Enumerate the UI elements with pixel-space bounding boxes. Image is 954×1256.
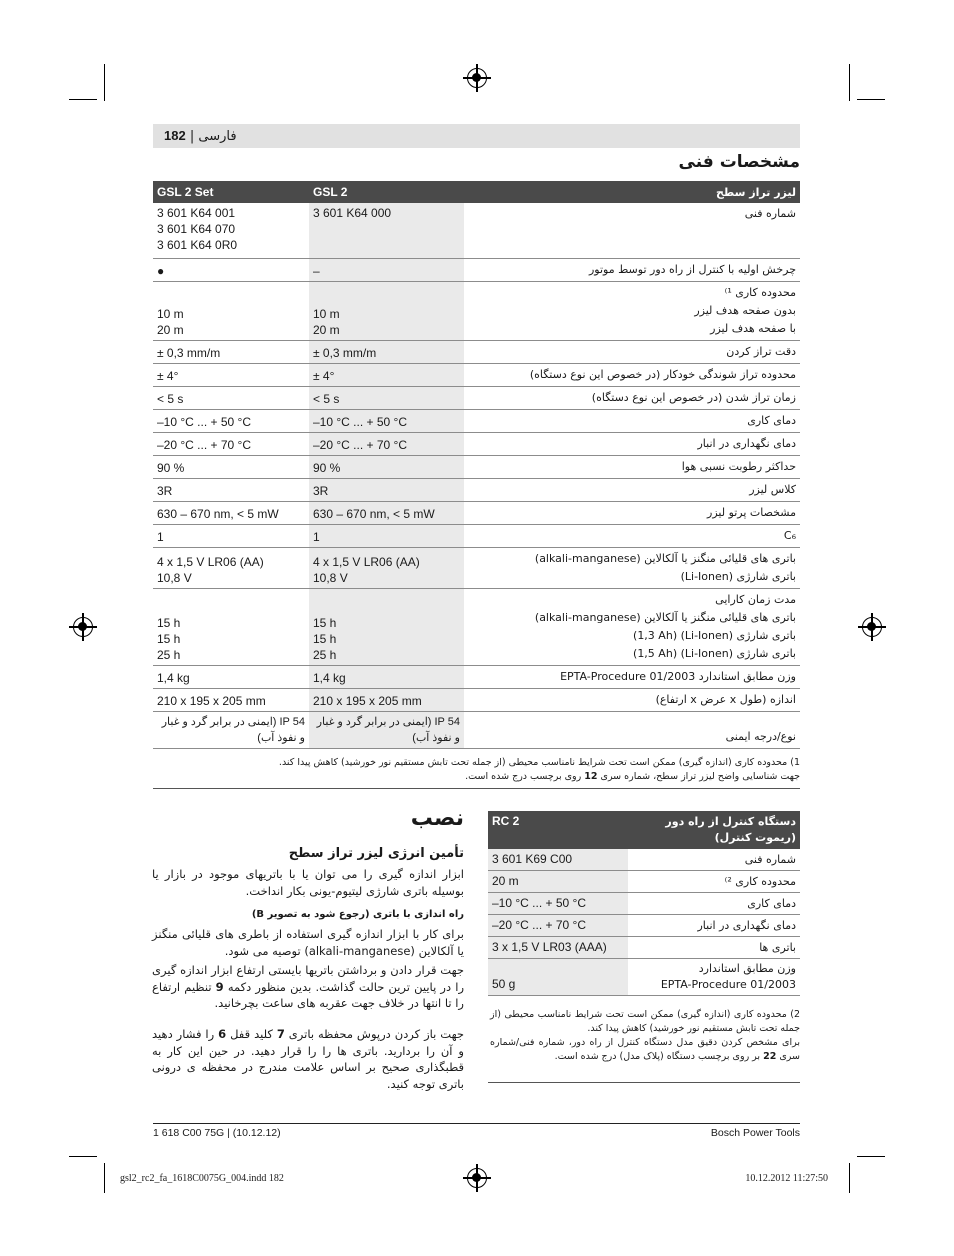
cell-value: 50 g xyxy=(488,959,628,996)
cell-gsl: 3 601 K64 000 xyxy=(309,203,464,258)
divider xyxy=(153,788,800,789)
crop-mark xyxy=(849,64,850,101)
cell-label: C₆ xyxy=(464,524,800,547)
footnote-text: برای مشخص کردن دقیق مدل دستگاه کنترل از راه دور، شماره فنی/شماره سری xyxy=(490,1037,800,1062)
table-row xyxy=(488,871,800,893)
ref-number: 9 xyxy=(215,979,224,994)
table-row xyxy=(153,478,800,501)
paragraph-text: را فشار دهید و آن را بردارید. باتری ها را را قرار دهید. در حین این کار به قطبگذاری صحیح بر اساس علامت مندرج در محفظه ی درونی باتری توجه کنید. xyxy=(152,1027,464,1091)
cell-set: –10 °C ... + 50 °C xyxy=(153,409,309,432)
cell-label: وزن مطابق استاندارد EPTA-Procedure 01/2003 xyxy=(464,665,800,688)
cell-label: دقت تراز کردن xyxy=(464,340,800,363)
crop-mark xyxy=(104,64,105,101)
cell-label: حداکثر رطوبت نسبی هوا xyxy=(464,455,800,478)
table-row xyxy=(153,455,800,478)
table-row xyxy=(153,665,800,688)
page-header xyxy=(153,124,800,148)
table-row xyxy=(153,524,800,547)
table-row xyxy=(153,547,800,588)
cell-gsl: 4 x 1,5 V LR06 (AA) 10,8 V xyxy=(309,547,464,588)
cell-label: نوع/درجه ایمنی xyxy=(464,711,800,748)
spec-footnote-1: 1) محدوده کاری (اندازه گیری) ممکن است تحت شرایط نامناسب محیطی (از جمله تحت تابش مستقیم نور خورشید) کاهش پیدا کند. xyxy=(278,757,800,768)
cell-gsl: ± 0,3 mm/m xyxy=(309,340,464,363)
table-row xyxy=(488,915,800,937)
divider xyxy=(488,1082,800,1083)
footer-rule xyxy=(153,1123,800,1124)
page-number: 182 xyxy=(164,128,186,143)
cell-gsl: 15 h 15 h 25 h xyxy=(309,588,464,665)
col-label: لیزر تراز سطح xyxy=(464,181,800,203)
cell-gsl: ± 4° xyxy=(309,363,464,386)
cell-gsl: – xyxy=(309,258,464,281)
cell-set: ● xyxy=(153,258,309,281)
cell-label: شماره فنی xyxy=(628,849,800,871)
cell-gsl: 1,4 kg xyxy=(309,665,464,688)
table-row xyxy=(153,258,800,281)
cell-set: 3R xyxy=(153,478,309,501)
table-row xyxy=(488,893,800,915)
col-gsl2-set: GSL 2 Set xyxy=(153,181,309,203)
crop-mark xyxy=(69,1156,97,1157)
spec-table xyxy=(153,181,800,749)
paragraph: ابزار اندازه گیری را می توان یا با باتریهای موجود در بازار یا بوسیله باتری شارژی لیتیوم-یونی بکار انداخت. xyxy=(152,867,464,898)
brand: Bosch Power Tools xyxy=(710,1127,800,1139)
table-row xyxy=(153,281,800,340)
table-row xyxy=(488,937,800,959)
page-header-label: فارسی | 182 xyxy=(164,128,237,144)
crop-mark xyxy=(849,1163,850,1193)
paragraph xyxy=(152,1026,464,1092)
table-row xyxy=(153,588,800,665)
cell-label: محدوده کاری ²⁾ xyxy=(628,871,800,893)
cell-set: ± 4° xyxy=(153,363,309,386)
cell-set: ± 0,3 mm/m xyxy=(153,340,309,363)
cell-set: 3 601 K64 001 3 601 K64 070 3 601 K64 0R0 xyxy=(153,203,309,258)
table-row xyxy=(153,203,800,258)
registration-mark-icon xyxy=(73,617,93,637)
cell-label: باتری ها xyxy=(628,937,800,959)
cell-gsl: < 5 s xyxy=(309,386,464,409)
crop-mark xyxy=(857,99,885,100)
cell-label: کلاس لیزر xyxy=(464,478,800,501)
paragraph xyxy=(152,962,464,1012)
col-gsl2: GSL 2 xyxy=(309,181,464,203)
table-row xyxy=(153,409,800,432)
table-row xyxy=(153,386,800,409)
cell-set: 90 % xyxy=(153,455,309,478)
cell-label: زمان تراز شدن (در خصوص این نوع دستگاه) xyxy=(464,386,800,409)
cell-value: 20 m xyxy=(488,871,628,893)
cell-label: دمای نگهداری در انبار xyxy=(628,915,800,937)
cell-gsl: 3R xyxy=(309,478,464,501)
cell-gsl: 210 x 195 x 205 mm xyxy=(309,688,464,711)
table-row xyxy=(153,432,800,455)
cell-label: باتری های قلیائی منگنز یا آلکالاین (alkali-manganese) باتری شارژی (Li-Ionen) xyxy=(464,547,800,588)
crop-mark xyxy=(104,1163,105,1193)
cell-label: دمای کاری xyxy=(628,893,800,915)
rc-table xyxy=(488,811,800,996)
cell-value: –10 °C ... + 50 °C xyxy=(488,893,628,915)
cell-label: اندازه (طول x عرض x ارتفاع) xyxy=(464,688,800,711)
table-row xyxy=(488,959,800,996)
cell-gsl: –20 °C ... + 70 °C xyxy=(309,432,464,455)
table-row xyxy=(153,688,800,711)
spec-footnote-2 xyxy=(153,770,800,784)
footnote-number: 22 xyxy=(763,1051,777,1062)
table-row xyxy=(153,711,800,748)
slug-file: gsl2_rc2_fa_1618C0075G_004.indd 182 xyxy=(120,1173,284,1184)
cell-label: محدوده تراز شوندگی خودکار (در خصوص این نوع دستگاه) xyxy=(464,363,800,386)
cell-set: IP 54 (ایمنی در برابر گرد و غبار و نفوذ آب) xyxy=(153,711,309,748)
registration-mark-icon xyxy=(467,68,487,88)
paragraph-heading: راه اندازی با باتری (رجوع شود به تصویر B) xyxy=(251,909,464,920)
cell-value: –20 °C ... + 70 °C xyxy=(488,915,628,937)
cell-gsl: IP 54 (ایمنی در برابر گرد و غبار و نفوذ آب) xyxy=(309,711,464,748)
cell-set: 630 – 670 nm, < 5 mW xyxy=(153,501,309,524)
rc-table-header xyxy=(488,811,800,849)
table-row xyxy=(153,340,800,363)
table-row xyxy=(153,501,800,524)
ref-number: 6 xyxy=(218,1027,227,1041)
cell-set: 1,4 kg xyxy=(153,665,309,688)
cell-label: دمای کاری xyxy=(464,409,800,432)
footnote-number: 12 xyxy=(584,771,598,782)
footnote-text: جهت شناسایی واضح لیزر تراز سطح، شماره سری xyxy=(597,771,800,782)
cell-label: چرخش اولیه با کنترل از راه دور توسط موتور xyxy=(464,258,800,281)
cell-gsl: 10 m 20 m xyxy=(309,281,464,340)
installation-subtitle: تأمین انرژی لیزر تراز سطح xyxy=(288,846,464,861)
rc-footnote-2 xyxy=(490,1036,800,1064)
header-language: فارسی xyxy=(198,129,237,144)
cell-set: 10 m 20 m xyxy=(153,281,309,340)
paragraph-text: جهت باز کردن درپوش محفظه باتری xyxy=(284,1027,464,1041)
cell-label: دمای نگهداری در انبار xyxy=(464,432,800,455)
ref-number: 7 xyxy=(276,1027,285,1041)
cell-label: محدوده کاری ¹⁾ بدون صفحه هدف لیزر با صفحه هدف لیزر xyxy=(464,281,800,340)
cell-value: 3 601 K69 C00 xyxy=(488,849,628,871)
cell-label: وزن مطابق استاندارد EPTA-Procedure 01/2003 xyxy=(628,959,800,996)
cell-gsl: 630 – 670 nm, < 5 mW xyxy=(309,501,464,524)
footnote-text: روی برچسب درج شده است. xyxy=(465,771,585,782)
cell-value: 3 x 1,5 V LR03 (AAA) xyxy=(488,937,628,959)
crop-mark xyxy=(857,1156,885,1157)
section-title: مشخصات فنی xyxy=(678,152,800,172)
cell-set: 1 xyxy=(153,524,309,547)
installation-title: نصب xyxy=(410,806,464,831)
cell-gsl: 1 xyxy=(309,524,464,547)
cell-set: 4 x 1,5 V LR06 (AA) 10,8 V xyxy=(153,547,309,588)
paragraph-text: تنظیم ارتفاع را تا انتها در خلاف جهت عقربه های ساعت بچرخانید. xyxy=(152,979,464,1010)
crop-mark xyxy=(69,99,97,100)
cell-gsl: 90 % xyxy=(309,455,464,478)
cell-set: 15 h 15 h 25 h xyxy=(153,588,309,665)
table-row xyxy=(153,363,800,386)
cell-label: مشخصات پرتو لیزر xyxy=(464,501,800,524)
cell-set: –20 °C ... + 70 °C xyxy=(153,432,309,455)
slug-date: 10.12.2012 11:27:50 xyxy=(745,1173,828,1184)
doc-code: 1 618 C00 75G | (10.12.12) xyxy=(153,1127,281,1139)
registration-mark-icon xyxy=(862,617,882,637)
cell-label: شماره فنی xyxy=(464,203,800,258)
paragraph-text: جهت قرار دادن و برداشتن باتریها بایستی ارتفاع ابزار اندازه گیری را در پایین ترین حالت گذاشت. بدین منظور دکمه xyxy=(152,963,464,994)
cell-set: < 5 s xyxy=(153,386,309,409)
footnote-text: بر روی برچسب دستگاه (پلاک مدل) درج شده است. xyxy=(554,1051,764,1062)
registration-mark-icon xyxy=(467,1168,487,1188)
rc-model: RC 2 xyxy=(488,811,628,849)
cell-gsl: –10 °C ... + 50 °C xyxy=(309,409,464,432)
rc-label-header: دستگاه کنترل از راه دور (ریموت کنترل) xyxy=(628,811,800,849)
cell-set: 210 x 195 x 205 mm xyxy=(153,688,309,711)
cell-label: مدت زمان کارایی باتری های قلیائی منگنز یا آلکالاین (alkali-manganese) باتری شارژی (Li-Ionen) (1,3 Ah) باتری شارژی (Li-Ionen) (1,5 Ah) xyxy=(464,588,800,665)
paragraph: برای کار با ابزار اندازه گیری استفاده از باطری های قلیائی منگنز یا آلکالاین (alkali-manganese) توصیه می شود. xyxy=(152,927,464,958)
spec-table-header xyxy=(153,181,800,203)
paragraph-text: کلید قفل xyxy=(226,1027,277,1041)
table-row xyxy=(488,849,800,871)
rc-footnote-1: 2) محدوده کاری (اندازه گیری) ممکن است تحت شرایط نامناسب محیطی (از جمله تحت تابش مستقیم نور خورشید) کاهش پیدا کند. xyxy=(490,1009,800,1034)
